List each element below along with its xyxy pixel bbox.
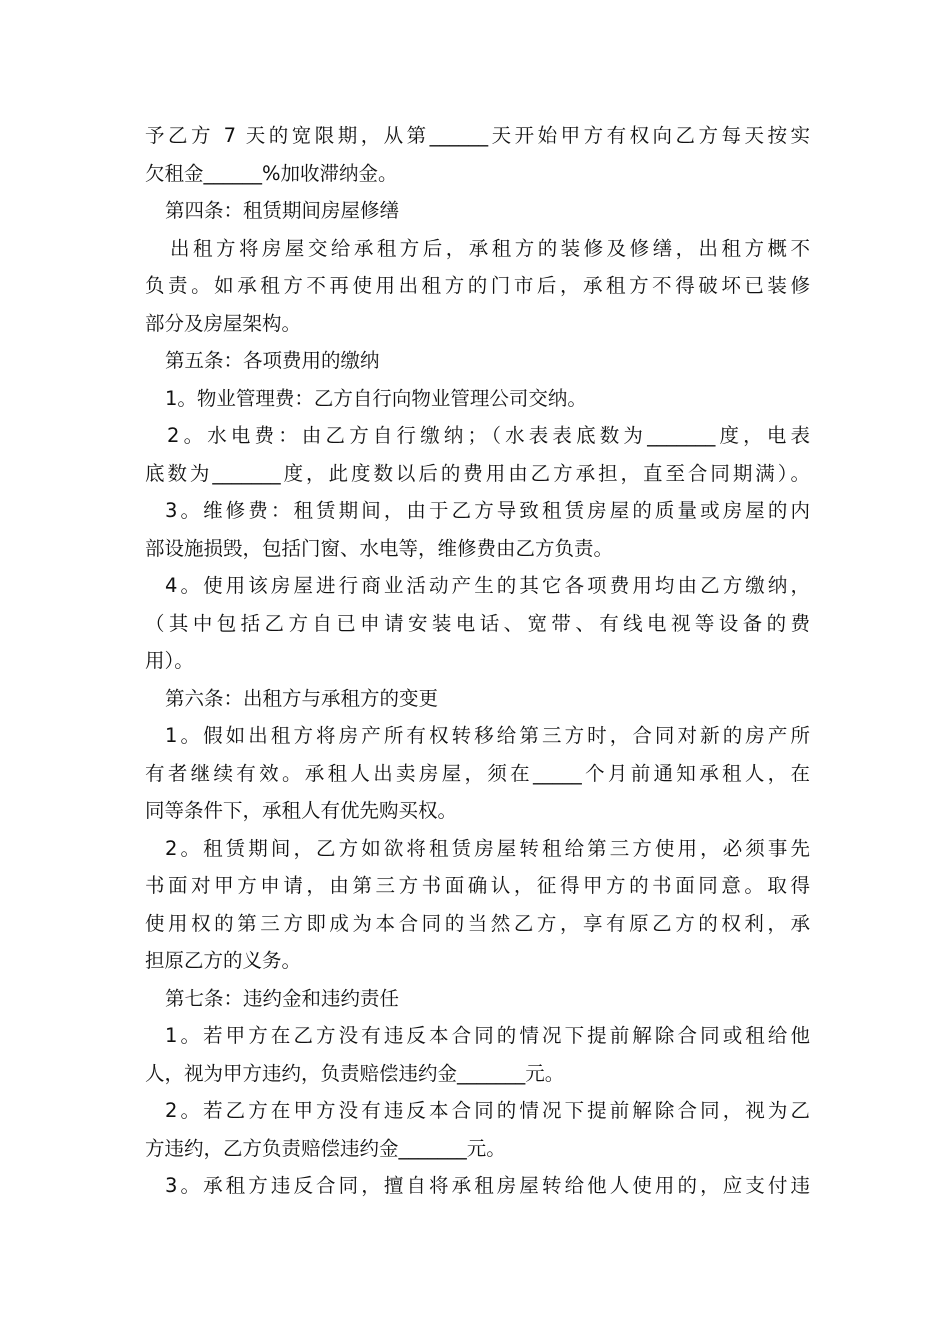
- text-line: 书面对甲方申请，由第三方书面确认，征得甲方的书面同意。取得: [145, 874, 810, 897]
- text-line: 人，视为甲方违约，负责赔偿违约金_______元。: [145, 1061, 565, 1085]
- text-line: 3。维修费：租赁期间，由于乙方导致租赁房屋的质量或房屋的内: [165, 499, 810, 522]
- text-line: 4。使用该房屋进行商业活动产生的其它各项费用均由乙方缴纳，: [165, 574, 810, 597]
- text-line: 方违约，乙方负责赔偿违约金_______元。: [145, 1136, 506, 1160]
- text-line: 第四条：租赁期间房屋修缮: [165, 199, 400, 222]
- text-line: 第七条：违约金和违约责任: [165, 986, 400, 1010]
- text-line: 有者继续有效。承租人出卖房屋，须在_____个月前通知承租人，在: [145, 761, 810, 785]
- contract-text-body: [145, 117, 810, 1205]
- text-line: 1。物业管理费：乙方自行向物业管理公司交纳。: [165, 386, 587, 410]
- text-line: 出租方将房屋交给承租方后，承租方的装修及修缮，出租方概不: [170, 236, 810, 260]
- text-line: 1。若甲方在乙方没有违反本合同的情况下提前解除合同或租给他: [165, 1024, 810, 1047]
- text-line: 1。假如出租方将房产所有权转移给第三方时，合同对新的房产所: [165, 724, 810, 747]
- text-line: 负责。如承租方不再使用出租方的门市后，承租方不得破坏已装修: [145, 274, 810, 297]
- text-line: 欠租金______%加收滞纳金。: [145, 161, 398, 185]
- text-line: 第五条：各项费用的缴纳: [165, 349, 380, 372]
- text-line: 部设施损毁，包括门窗、水电等，维修费由乙方负责。: [145, 536, 614, 560]
- text-line: 用）。: [145, 649, 194, 672]
- text-line: 第六条：出租方与承租方的变更: [165, 686, 439, 710]
- text-line: 底数为_______度，此度数以后的费用由乙方承担，直至合同期满）。: [145, 461, 810, 485]
- text-line: 部分及房屋架构。: [145, 311, 302, 335]
- text-line: 2。租赁期间，乙方如欲将租赁房屋转租给第三方使用，必须事先: [165, 836, 810, 860]
- text-line: （其中包括乙方自已申请安装电话、宽带、有线电视等设备的费: [145, 611, 810, 635]
- text-line: 3。承租方违反合同，擅自将承租房屋转给他人使用的，应支付违: [165, 1174, 810, 1197]
- text-line: 予乙方 7 天的宽限期，从第______天开始甲方有权向乙方每天按实: [145, 124, 810, 147]
- text-line: 使用权的第三方即成为本合同的当然乙方，享有原乙方的权利，承: [145, 911, 810, 935]
- text-line: 2。若乙方在甲方没有违反本合同的情况下提前解除合同，视为乙: [165, 1099, 810, 1122]
- text-line: 担原乙方的义务。: [145, 949, 302, 972]
- text-line: 2。水电费：由乙方自行缴纳；（水表表底数为_______度，电表: [167, 424, 810, 447]
- text-line: 同等条件下，承租人有优先购买权。: [145, 799, 458, 822]
